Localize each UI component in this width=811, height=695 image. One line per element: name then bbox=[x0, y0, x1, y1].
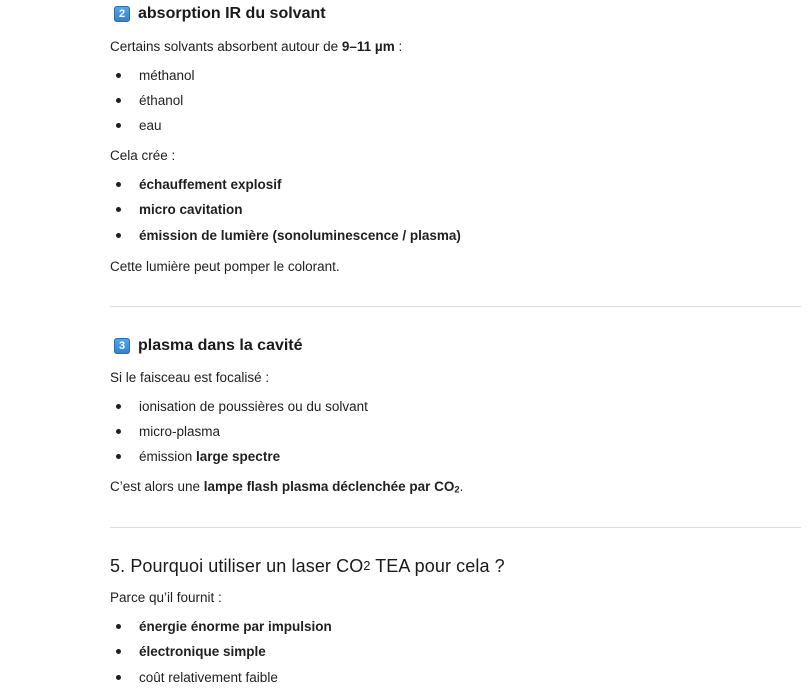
effects-list bbox=[110, 172, 801, 249]
text-run: 5. Pourquoi utiliser un laser CO bbox=[110, 555, 364, 576]
reasons-list bbox=[110, 614, 801, 691]
divider bbox=[110, 306, 801, 307]
subscript: 2 bbox=[363, 559, 371, 573]
paragraph-conclusion: Cette lumière peut pomper le colorant. bbox=[110, 259, 340, 274]
list-item: énergie énorme par impulsion bbox=[110, 614, 801, 639]
list-item: méthanol bbox=[110, 63, 801, 88]
text-run: C’est alors une bbox=[110, 479, 204, 494]
paragraph-effects-intro: Cela crée : bbox=[110, 148, 176, 163]
list-item: micro cavitation bbox=[110, 197, 801, 222]
bold-text: large spectre bbox=[196, 448, 281, 464]
bold-run: lampe flash plasma déclenchée par CO bbox=[203, 479, 455, 494]
section-title: plasma dans la cavité bbox=[138, 337, 303, 354]
list-item: coût relativement faible bbox=[110, 664, 801, 691]
keycap-3-icon: 3 bbox=[114, 338, 130, 354]
section-heading bbox=[110, 332, 801, 360]
paragraph-conclusion bbox=[110, 477, 801, 500]
keycap-2-icon: 2 bbox=[114, 6, 130, 22]
section-absorption-ir bbox=[110, 0, 801, 277]
solvent-list bbox=[110, 63, 801, 138]
section-title: absorption IR du solvant bbox=[138, 5, 326, 22]
divider bbox=[110, 527, 801, 528]
subscript: 2 bbox=[454, 484, 460, 496]
list-item: échauffement explosif bbox=[110, 172, 801, 197]
bold-text: 9–11 µm bbox=[341, 39, 395, 54]
section-heading bbox=[110, 0, 801, 28]
paragraph-intro: Si le faisceau est focalisé : bbox=[110, 370, 270, 385]
list-item: émission de lumière (sonoluminescence / plasma) bbox=[110, 222, 801, 249]
text-run: Certains solvants absorbent autour de bbox=[110, 39, 342, 54]
plasma-list bbox=[110, 394, 801, 469]
section-pourquoi-laser bbox=[110, 551, 801, 691]
list-item: électronique simple bbox=[110, 639, 801, 664]
text-run: : bbox=[394, 39, 403, 54]
text-run: émission bbox=[139, 448, 197, 464]
list-item: eau bbox=[110, 113, 801, 138]
list-item: micro-plasma bbox=[110, 419, 801, 444]
text-run: TEA pour cela ? bbox=[370, 555, 505, 576]
paragraph-intro bbox=[110, 37, 801, 57]
list-item bbox=[110, 444, 801, 469]
list-item: éthanol bbox=[110, 88, 801, 113]
paragraph-intro: Parce qu’il fournit : bbox=[110, 590, 222, 605]
list-item: ionisation de poussières ou du solvant bbox=[110, 394, 801, 419]
text-run: . bbox=[459, 479, 464, 494]
bold-text bbox=[204, 479, 460, 494]
section-plasma-cavite bbox=[110, 332, 801, 500]
section-heading bbox=[110, 551, 801, 581]
